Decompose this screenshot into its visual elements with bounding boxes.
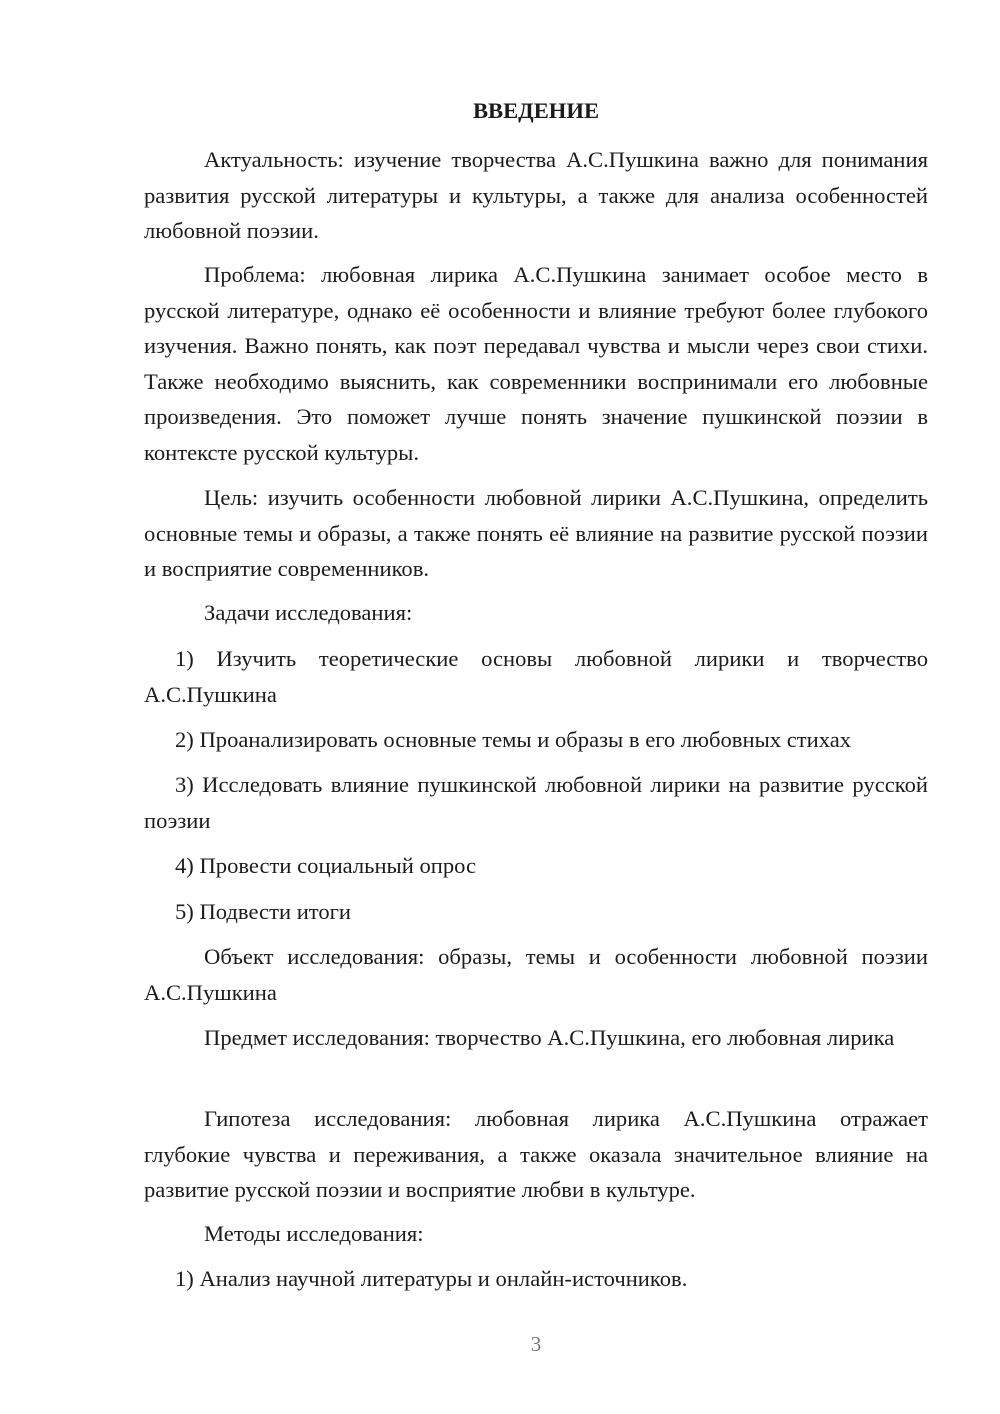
paragraph-problem: Проблема: любовная лирика А.С.Пушкина занимает особое место в русской литературе, однако её особенности и влияние требуют более глубокого изучения. Важно понять, как поэт передавал чувства и мысли через свои стихи. Также необходимо выяснить, как современники воспринимали его любовные произведения. Это поможет лучше понять значение пушкинской поэзии в контексте русской культуры. xyxy=(144,262,928,465)
methods-title: Методы исследования: xyxy=(204,1221,424,1246)
paragraph-subject: Предмет исследования: творчество А.С.Пушкина, его любовная лирика xyxy=(204,1025,895,1050)
paragraph-hypothesis: Гипотеза исследования: любовная лирика А.С.Пушкина отражает глубокие чувства и переживания, а также оказала значительное влияние на развитие русской поэзии и восприятие любви в культуре. xyxy=(144,1106,928,1202)
tasks-title: Задачи исследования: xyxy=(204,600,413,625)
section-heading: ВВЕДЕНИЕ xyxy=(472,98,600,123)
task-item: 4) Провести социальный опрос xyxy=(175,853,477,878)
task-item: 2) Проанализировать основные темы и образы в его любовных стихах xyxy=(175,727,852,752)
method-item: 1) Анализ научной литературы и онлайн-источников. xyxy=(175,1266,688,1291)
task-item: 3) Исследовать влияние пушкинской любовной лирики на развитие русской поэзии xyxy=(144,772,928,833)
paragraph-goal: Цель: изучить особенности любовной лирики А.С.Пушкина, определить основные темы и образы, а также понять её влияние на развитие русской поэзии и восприятие современников. xyxy=(144,485,928,581)
page-number: 3 xyxy=(530,1332,542,1356)
paragraph-relevance: Актуальность: изучение творчества А.С.Пушкина важно для понимания развития русской литературы и культуры, а также для анализа особенностей любовной поэзии. xyxy=(144,147,928,243)
task-item: 1) Изучить теоретические основы любовной лирики и творчество А.С.Пушкина xyxy=(144,646,928,707)
paragraph-object: Объект исследования: образы, темы и особенности любовной поэзии А.С.Пушкина xyxy=(144,944,928,1005)
task-item: 5) Подвести итоги xyxy=(175,899,352,924)
